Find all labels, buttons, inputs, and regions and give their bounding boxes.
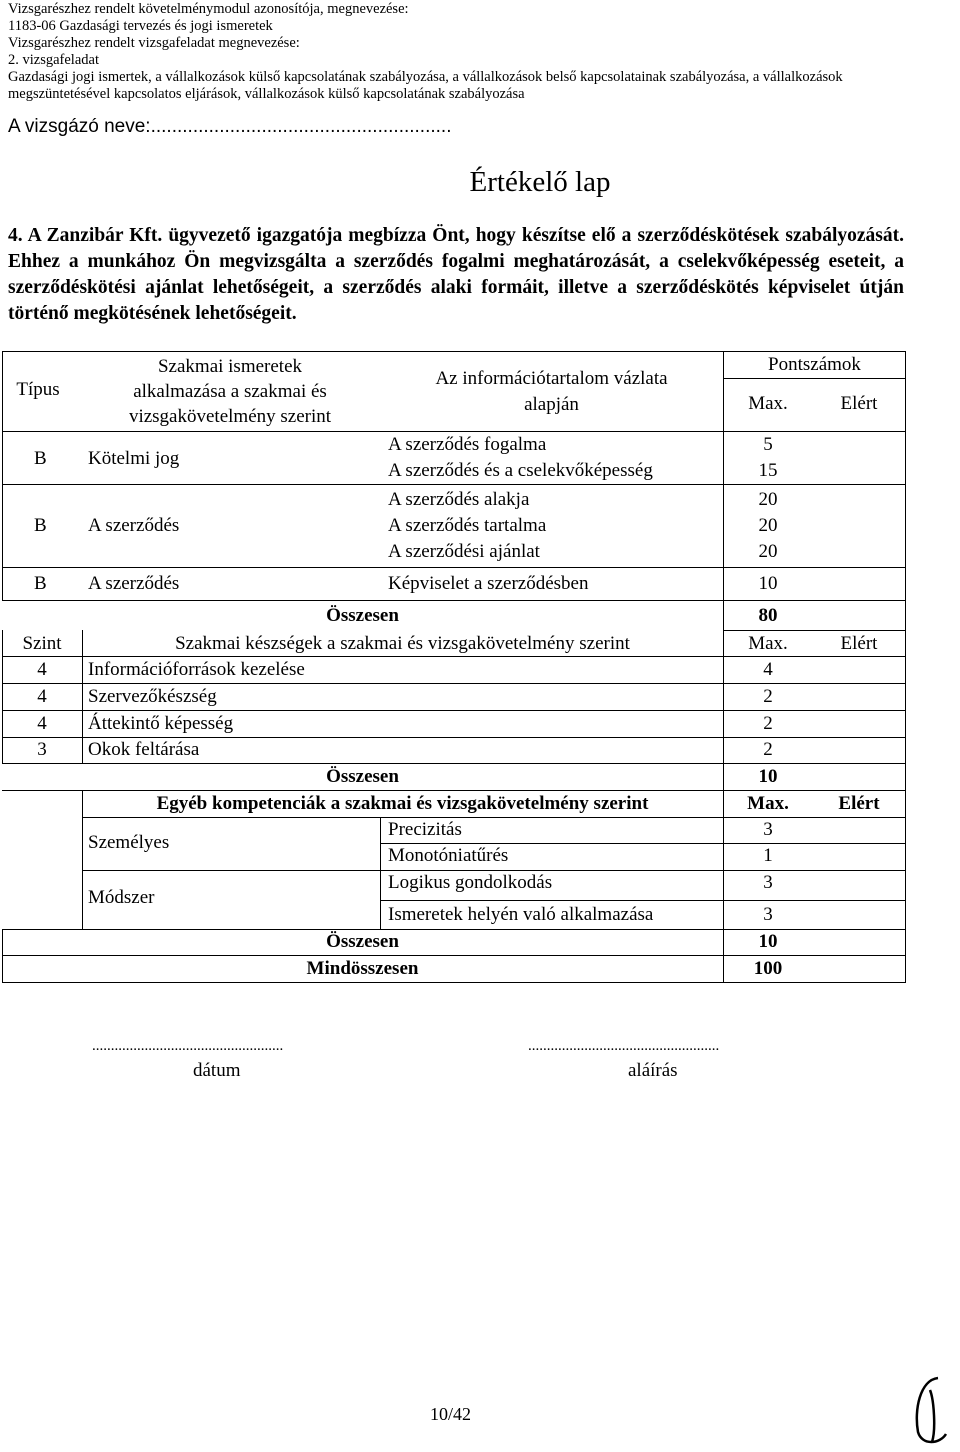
skill-level: 3 [37, 739, 47, 760]
header-task-number: 2. vizsgafeladat [8, 52, 99, 68]
header-module-name: 1183-06 Gazdasági tervezés és jogi ismeretek [8, 18, 273, 34]
row-item: A szerződési ajánlat [388, 541, 540, 562]
header-task-desc-1: Gazdasági jogi ismertek, a vállalkozások külső kapcsolatának szabályozása, a vállalkozások belső kapcsolatainak szabályozása, a vállalkozások [8, 69, 843, 85]
competency-group: Személyes [88, 832, 170, 853]
total-label: Összesen [326, 605, 399, 626]
header-task-label: Vizsgarészhez rendelt vizsgafeladat megnevezése: [8, 35, 300, 51]
row-max: 20 [758, 541, 778, 562]
row-szakmai: A szerződés [88, 515, 180, 536]
row-max: 20 [758, 489, 778, 510]
total-value: 80 [758, 605, 778, 626]
skill-max: 4 [763, 659, 773, 680]
competency-item: Precizitás [388, 819, 462, 840]
competency-item: Monotóniatűrés [388, 845, 509, 866]
row-max: 15 [758, 460, 778, 481]
row-max: 10 [758, 573, 778, 594]
page-number: 10/42 [430, 1404, 472, 1424]
skill-max: 2 [763, 713, 773, 734]
row-item: Képviselet a szerződésben [388, 573, 589, 594]
col-header-max: Max. [748, 633, 788, 654]
col-header-kompetenciak: Egyéb kompetenciák a szakmai és vizsgakövetelmény szerint [156, 793, 649, 814]
skills-total-label: Összesen [326, 766, 399, 787]
competency-total-label: Összesen [326, 931, 399, 952]
skill-desc: Információforrások kezelése [88, 659, 305, 680]
col-header-elert: Elért [840, 393, 878, 414]
col-header-keszsegek: Szakmai készségek a szakmai és vizsgakövetelmény szerint [175, 633, 630, 654]
row-item: A szerződés tartalma [388, 515, 547, 536]
skill-level: 4 [37, 713, 47, 734]
competency-item: Logikus gondolkodás [388, 872, 553, 893]
row-tipus: B [34, 515, 47, 536]
skill-level: 4 [37, 659, 47, 680]
col-header-max: Max. [748, 393, 788, 414]
row-szakmai: Kötelmi jog [88, 448, 180, 469]
row-tipus: B [34, 448, 47, 469]
col-header-max: Max. [747, 793, 789, 814]
col-header-pontszamok: Pontszámok [768, 354, 861, 375]
col-header-info: Az információtartalom vázlata alapján [435, 368, 668, 415]
skill-max: 2 [763, 739, 773, 760]
grand-total-value: 100 [753, 958, 783, 979]
competency-item: Ismeretek helyén való alkalmazása [388, 904, 654, 925]
col-header-szint: Szint [22, 633, 62, 654]
signature-line: ................................................... [528, 1038, 720, 1054]
col-header-szakmai: Szakmai ismeretek alkalmazása a szakmai és vizsgakövetelmény szerint [128, 356, 332, 427]
col-header-tipus: Típus [16, 379, 60, 400]
col-header-elert: Elért [838, 793, 880, 814]
row-max: 5 [763, 434, 773, 455]
row-item: A szerződés fogalma [388, 434, 547, 455]
competency-group: Módszer [88, 887, 155, 908]
header-module-label: Vizsgarészhez rendelt követelménymodul azonosítója, megnevezése: [8, 1, 409, 17]
skill-desc: Szervezőkészség [88, 686, 217, 707]
candidate-name-field: A vizsgázó neve:......................................................... [8, 116, 452, 137]
competency-max: 3 [763, 819, 773, 840]
signature-label: aláírás [628, 1060, 678, 1081]
competency-max: 3 [763, 904, 773, 925]
col-header-elert: Elért [840, 633, 878, 654]
date-label: dátum [193, 1060, 241, 1081]
skill-level: 4 [37, 686, 47, 707]
skill-desc: Áttekintő képesség [88, 713, 234, 734]
page-title: Értékelő lap [469, 166, 611, 198]
date-line: ................................................... [92, 1038, 284, 1054]
skill-max: 2 [763, 686, 773, 707]
row-tipus: B [34, 573, 47, 594]
signature-mark [900, 1370, 960, 1450]
competency-max: 3 [763, 872, 773, 893]
row-item: A szerződés alakja [388, 489, 530, 510]
header-task-desc-2: megszüntetésével kapcsolatos eljárások, vállalkozások külső kapcsolatának szabályozása [8, 86, 525, 102]
skills-total-value: 10 [758, 766, 778, 787]
row-item: A szerződés és a cselekvőképesség [388, 460, 653, 481]
grand-total-label: Mindösszesen [306, 958, 419, 979]
competency-total-value: 10 [758, 931, 778, 952]
row-szakmai: A szerződés [88, 573, 180, 594]
competency-max: 1 [763, 845, 773, 866]
row-max: 20 [758, 515, 778, 536]
task-description: 4. A Zanzibár Kft. ügyvezető igazgatója megbízza Önt, hogy készítse elő a szerződéskötések szabályozását. Ehhez a munkához Ön megvizsgálta a szerződés fogalmi meghatározását, a cselekvőképesség eseteit, a szerződéskötési ajánlat lehetőségeit, a szerződés alaki formáit, illetve a szerződéskötés képviselet útján történő megkötésének lehetőségeit. [8, 225, 904, 324]
skill-desc: Okok feltárása [88, 739, 200, 760]
